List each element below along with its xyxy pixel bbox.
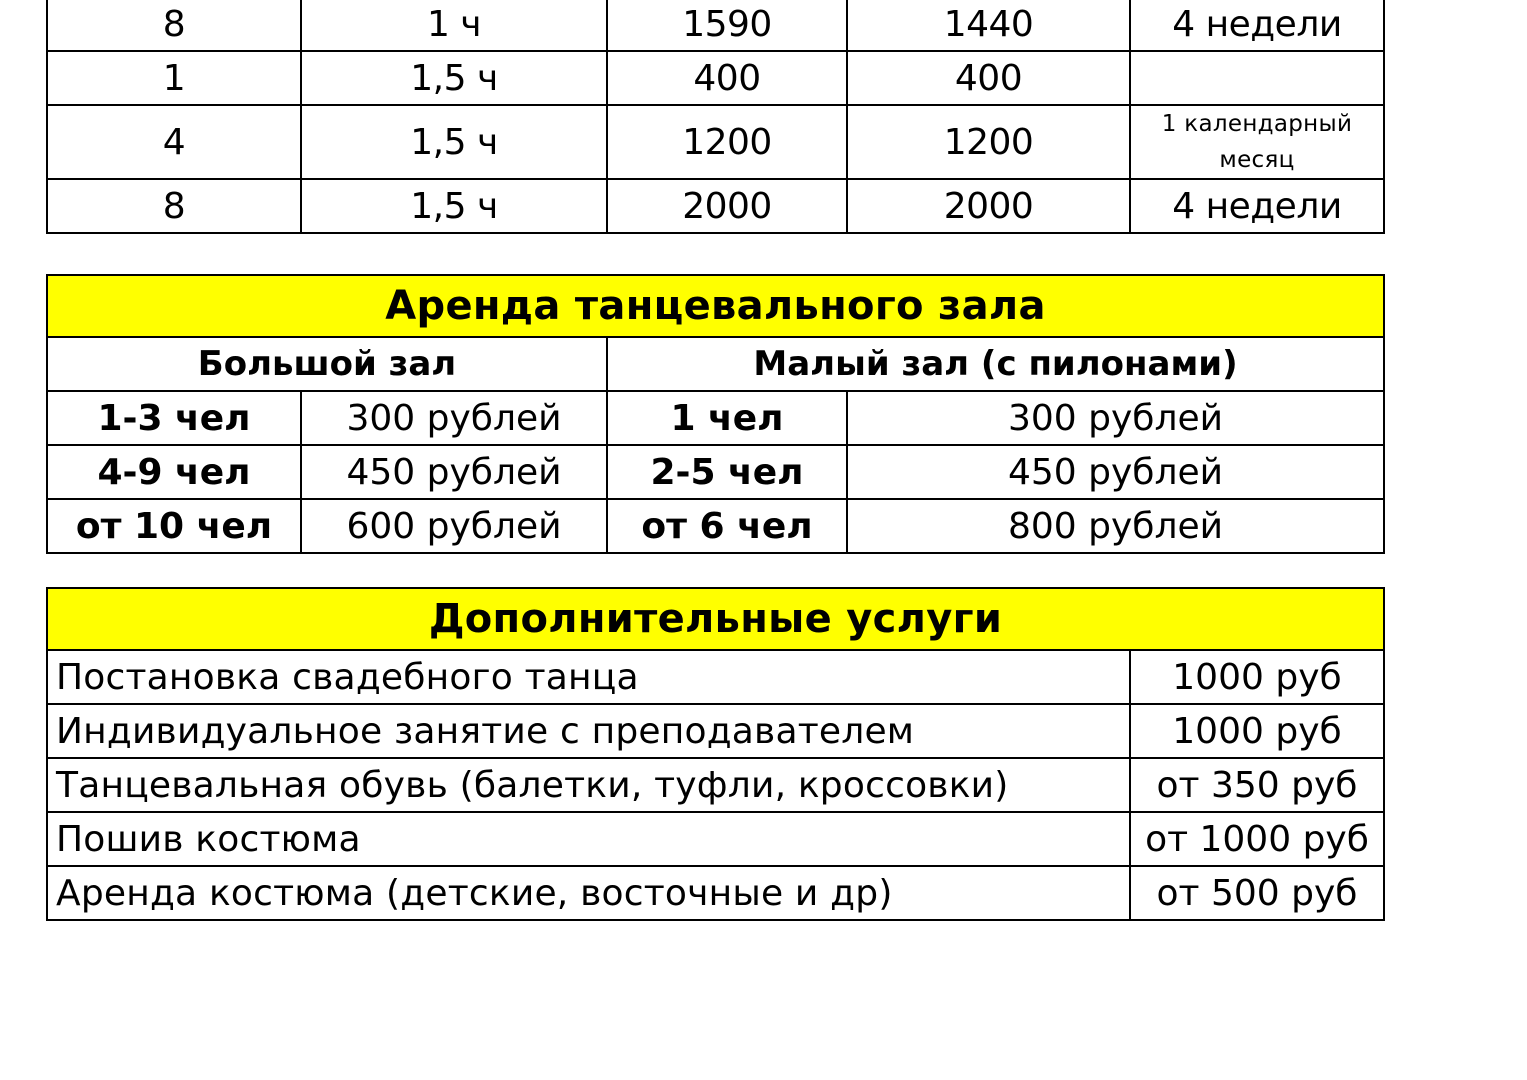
service-price: от 350 руб: [1130, 758, 1384, 812]
table-row: [47, 650, 1384, 704]
table-row: [47, 0, 1384, 51]
price-a: 1200: [607, 105, 847, 179]
lessons-count: 8: [47, 179, 301, 233]
table-title-row: [47, 588, 1384, 650]
service-name: Аренда костюма (детские, восточные и др): [47, 866, 1130, 920]
lesson-duration: 1,5 ч: [301, 51, 607, 105]
big-hall-people: от 10 чел: [47, 499, 301, 553]
price-b: 400: [847, 51, 1130, 105]
table-row: [47, 445, 1384, 499]
small-hall-header: Малый зал (с пилонами): [607, 337, 1384, 391]
price-b: 1440: [847, 0, 1130, 51]
table-row: [47, 704, 1384, 758]
big-hall-price: 300 рублей: [301, 391, 607, 445]
price-a: 1590: [607, 0, 847, 51]
big-hall-people: 4-9 чел: [47, 445, 301, 499]
lesson-duration: 1 ч: [301, 0, 607, 51]
services-title: Дополнительные услуги: [47, 588, 1384, 650]
lessons-count: 8: [47, 0, 301, 51]
table-row: [47, 499, 1384, 553]
validity: [1130, 51, 1384, 105]
lessons-count: 4: [47, 105, 301, 179]
lesson-duration: 1,5 ч: [301, 179, 607, 233]
table-row: [47, 51, 1384, 105]
validity-line-2: месяц: [1219, 147, 1295, 173]
table-row: [47, 105, 1384, 179]
service-price: 1000 руб: [1130, 704, 1384, 758]
service-price: 1000 руб: [1130, 650, 1384, 704]
lesson-duration: 1,5 ч: [301, 105, 607, 179]
service-price: от 1000 руб: [1130, 812, 1384, 866]
hall-rent-title: Аренда танцевального зала: [47, 275, 1384, 337]
price-b: 2000: [847, 179, 1130, 233]
small-hall-people: от 6 чел: [607, 499, 847, 553]
service-name: Пошив костюма: [47, 812, 1130, 866]
price-b: 1200: [847, 105, 1130, 179]
small-hall-price: 800 рублей: [847, 499, 1384, 553]
table-header-row: [47, 337, 1384, 391]
small-hall-people: 1 чел: [607, 391, 847, 445]
validity: 4 недели: [1130, 179, 1384, 233]
subscription-table: [46, 0, 1385, 234]
big-hall-header: Большой зал: [47, 337, 607, 391]
small-hall-price: 450 рублей: [847, 445, 1384, 499]
price-a: 400: [607, 51, 847, 105]
service-name: Постановка свадебного танца: [47, 650, 1130, 704]
big-hall-people: 1-3 чел: [47, 391, 301, 445]
table-row: [47, 812, 1384, 866]
small-hall-price: 300 рублей: [847, 391, 1384, 445]
validity-line-1: 1 календарный: [1161, 111, 1353, 137]
table-row: [47, 391, 1384, 445]
service-name: Индивидуальное занятие с преподавателем: [47, 704, 1130, 758]
service-name: Танцевальная обувь (балетки, туфли, кроссовки): [47, 758, 1130, 812]
table-row: [47, 179, 1384, 233]
table-title-row: [47, 275, 1384, 337]
hall-rent-table: [46, 274, 1385, 554]
big-hall-price: 600 рублей: [301, 499, 607, 553]
small-hall-people: 2-5 чел: [607, 445, 847, 499]
lessons-count: 1: [47, 51, 301, 105]
table-row: [47, 758, 1384, 812]
price-a: 2000: [607, 179, 847, 233]
table-row: [47, 866, 1384, 920]
service-price: от 500 руб: [1130, 866, 1384, 920]
additional-services-table: [46, 587, 1385, 921]
validity: [1130, 105, 1384, 179]
validity: 4 недели: [1130, 0, 1384, 51]
big-hall-price: 450 рублей: [301, 445, 607, 499]
